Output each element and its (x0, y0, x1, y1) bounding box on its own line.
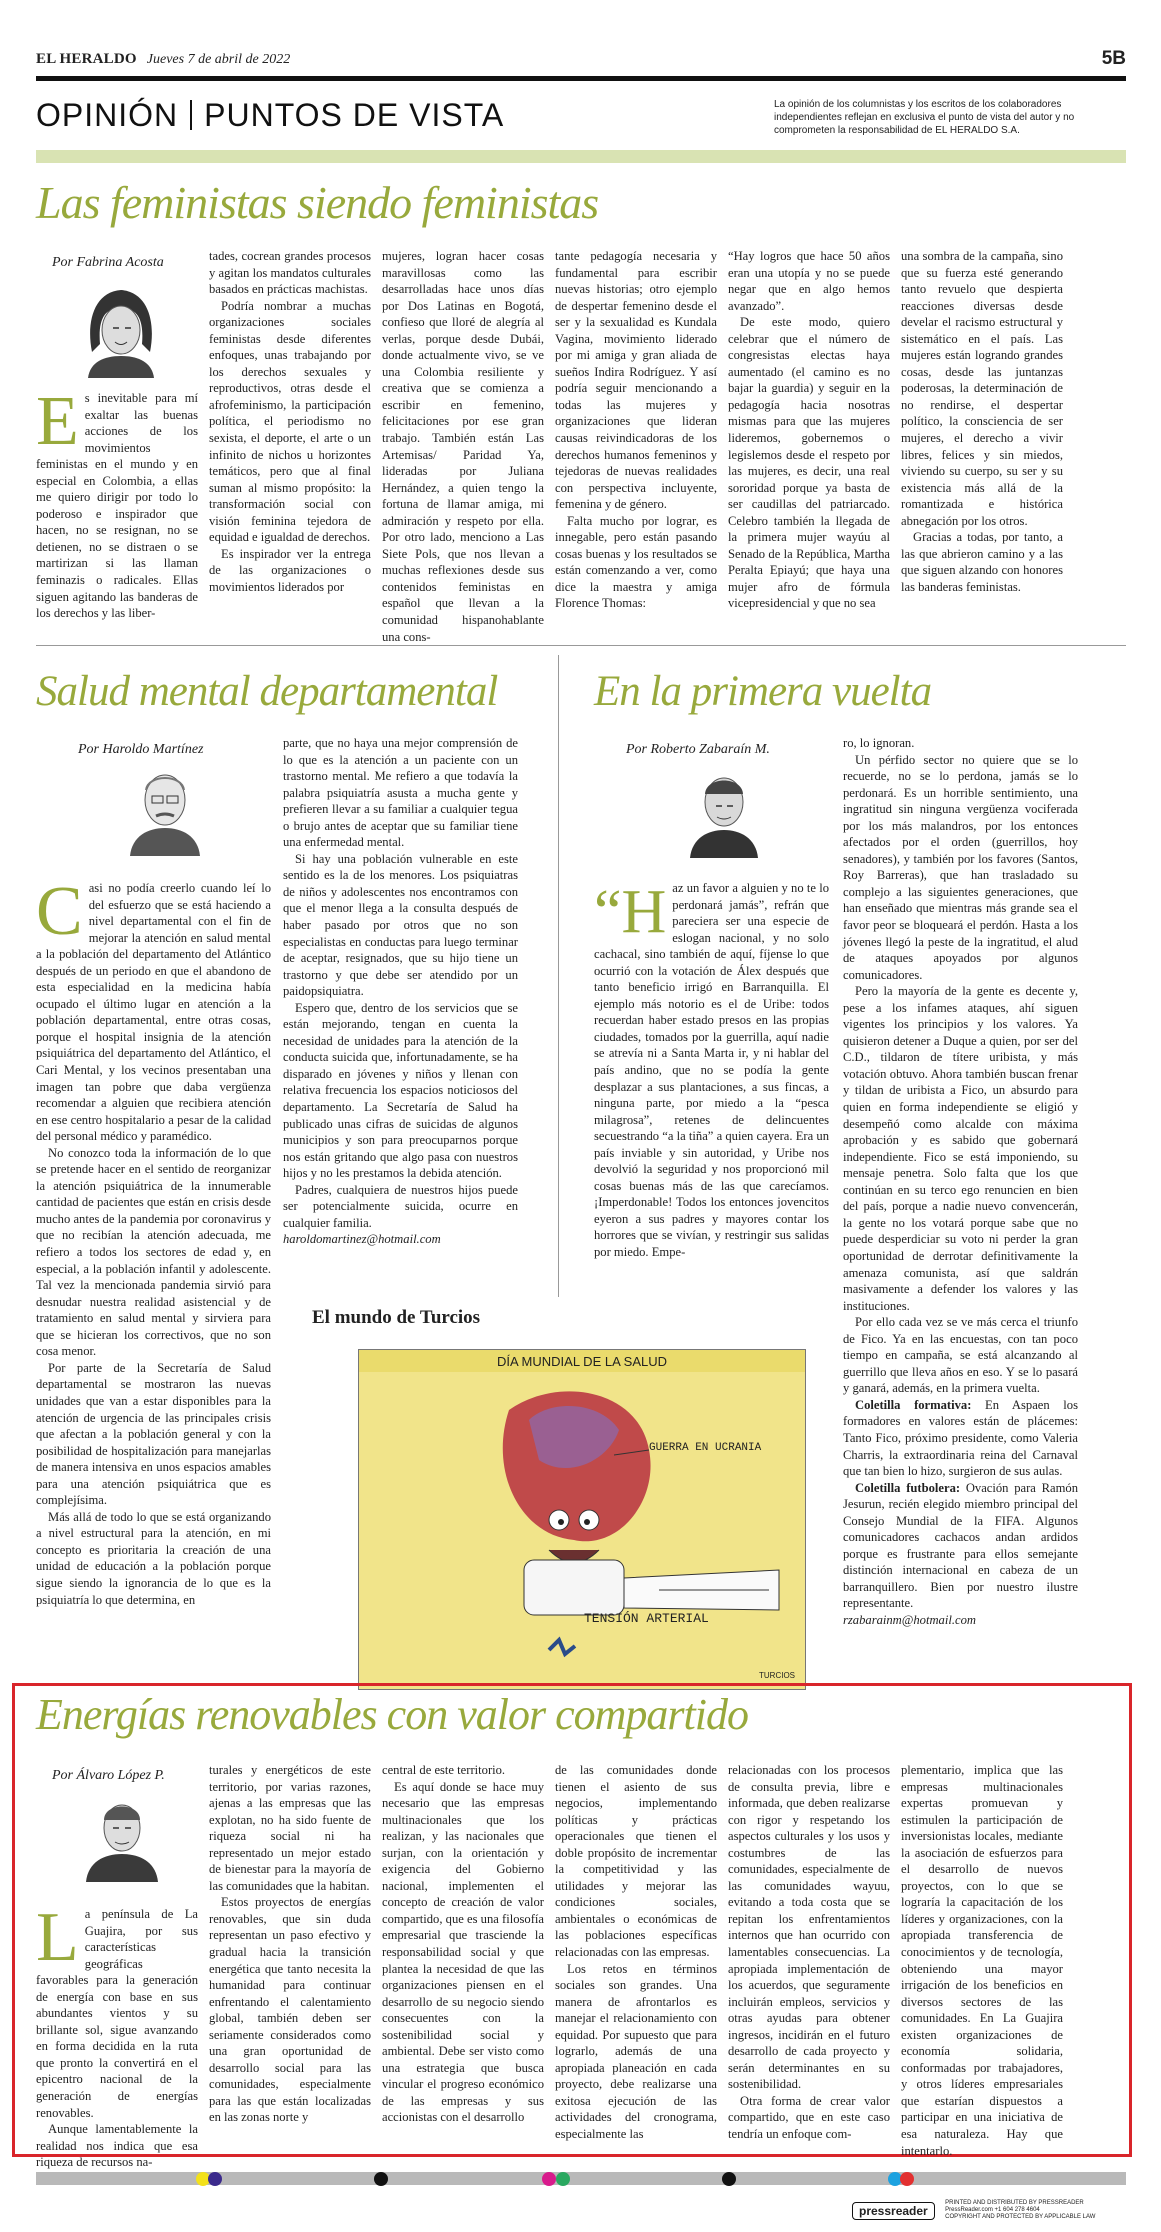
article4-col1 (36, 1899, 198, 2170)
article1-byline: Por Fabrina Acosta (52, 255, 164, 270)
cartoon-title: DÍA MUNDIAL DE LA SALUD (496, 1354, 668, 1369)
pressreader-info (945, 2200, 1095, 2221)
section-right: PUNTOS DE VISTA (204, 97, 505, 133)
author-portrait-acosta (78, 282, 164, 378)
cartoon-label-war: GUERRA EN UCRANIA (649, 1442, 762, 1454)
coletilla-text: Ovación para Ramón Jesurun, recién elegido miembro principal del Consejo Mundial de la FIFA. Algunos comunicadores cachacos andan ardidos porque es frustrante para ellos semejante distinción internacional en cabeza de un barranquillero. Bien por nuestro ilustre representante. (843, 1480, 1078, 1611)
paragraph: mujeres, logran hacer cosas maravillosas como las desarrolladas hace unos días por Dos Latinas en Bogotá, confieso que lloré de alegría al verlas, porque desde Dubái, donde actualmente vivo, se ve una Colombia resiliente y creativa que se comienza a escribir en femenino, felicitaciones por ese gran trabajo. También están Las Artemisas/ Paridad Ya, lideradas por Juliana Hernández, a quien tengo la fortuna de llamar amiga, mi admiración y respeto por ella. Por otro lado, menciono a Las Siete Pols, que nos llevan a muchas reflexiones desde sus contenidos feministas en español que llevan a la comunidad hispanohablante una cons- (382, 249, 544, 644)
masthead-rule (36, 76, 1126, 81)
article3-headline: En la primera vuelta (594, 668, 932, 715)
paragraph: una sombra de la campaña, sino que su fuerza esté generando tanto revuelo que despierta reacciones diversas desde develar el racismo estructural y sistemático en el país. Las mujeres están logrando grandes cosas, desde las juntanzas poderosas, la determinación de no rendirse, el despertar político, la consciencia de ser mujeres, el derecho a vivir libres, felices y sin miedos, viviendo su cuerpo, su ser y su existencia más allá de la romantizada e histórica abnegación por los otros. (901, 249, 1063, 528)
paragraph: Podría nombrar a muchas organizaciones sociales feministas desde diferentes enfoques, unas trabajando por los derechos sexuales y reproductivos, otras desde el afrofeminismo, la participación política, el periodismo no sexista, el deporte, el arte o un infinito de nichos u horizontes temáticos, pero que al final suman al mismo propósito: la transformación social con visión feminina tejedora de equidad e igualdad de derechos. (209, 298, 371, 545)
paragraph: Es aquí donde se hace muy necesario que las empresas multinacionales que los realizan, y las nacionales que surjan, con la orientación y exigencia del Gobierno nacional, implementen el concepto de creación de valor compartido, que es una filosofía empresarial que trasciende la responsabilidad social y que plantea la necesidad de que las organizaciones piensen en el desarrollo de su negocio siendo consecuentes con la sostenibilidad social y ambiental. Debe ser visto como una estrategia que busca vincular el progreso económico de las empresas y sus accionistas con el desarrollo (382, 1779, 544, 2125)
paragraph: tades, cocrean grandes procesos y agitan los mandatos culturales basados en prácticas machistas. (209, 249, 371, 297)
registration-dot-black (374, 2172, 388, 2186)
cartoon-label-pressure: TENSIÓN ARTERIAL (584, 1611, 709, 1626)
disclaimer: La opinión de los columnistas y los escritos de los colaboradores independientes reflejan en exclusiva el punto de vista del autor y no comprometen la responsabilidad de EL HERALDO S.A. (774, 99, 1075, 136)
registration-dot-red (900, 2172, 914, 2186)
coletilla-label: Coletilla formativa: (855, 1397, 972, 1412)
paragraph: Falta mucho por lograr, es innegable, pero están pasando cosas buenas y los resultados se están comenzando a ver, como dice la maestra y amiga Florence Thomas: (555, 513, 717, 611)
paragraph: Por parte de la Secretaría de Salud departamental se mostraron las nuevas unidades que van a estar disponibles para la atención de urgencia de las principales crisis que afectan a la población general y con la posibilidad de hospitalización para manejarlas de manera intensiva en unos espacios amables para una atención psiquiátrica que es complejísima. (36, 1360, 271, 1508)
paragraph: a península de La Guajira, por sus características geográficas favorables para la generación de energía con base en sus abundantes vientos y su brillante sol, sigue avanzando en forma decidida en la ruta que pronto la convertirá en el epicentro nacional de la generación de energías renovables. (36, 1907, 198, 2120)
article1-dropcap: E (36, 383, 79, 460)
coletilla-formativa (843, 1397, 1078, 1480)
article4-col5 (728, 1762, 890, 2149)
coletilla-text: En Aspaen los formadores en valores están de plácemes: Tanto Fico, próximo presidente, como Valeria Charris, la extraordinaria reina del Carnaval que tan bien lo hizo, surgieron de sus aulas. (843, 1397, 1078, 1479)
paragraph: Es inspirador ver la entrega de las organizaciones o movimientos liderados por (209, 546, 371, 594)
paragraph: relacionadas con los procesos de consulta previa, libre e informada, que deben realizarse con rigor y respetando los aspectos culturales y los usos y costumbres de las comunidades, especialmente de las comunidades wayuu, evitando a toda costa que se repitan los enfrentamientos internos que han ocurrido con lamentables consecuencias. La apropiada implementación de los acuerdos, que seguramente incluirán empleos, servicios y otras ayudas para obtener ingresos, incidirán en el futuro desarrollo de cada proyecto y serán determinantes en su sostenibilidad. (728, 1763, 890, 2092)
paragraph: de las comunidades donde tienen el asiento de sus negocios, implementando políticas y prácticas operacionales que tienen el doble propósito de incrementar la competitividad y las utilidades y mejorar las condiciones sociales, ambientales o económicas de las poblaciones específicas relacionadas con las empresas. (555, 1763, 717, 1960)
pressreader-line: PRINTED AND DISTRIBUTED BY PRESSREADER (945, 2200, 1084, 2206)
paragraph: Gracias a todas, por tanto, a las que abrieron camino y a las que siguen alzando con honores las banderas feministas. (901, 530, 1063, 594)
article1-col3 (382, 248, 544, 644)
article1-col2 (209, 248, 371, 628)
paragraph: Otra forma de crear valor compartido, que en este caso tendría un enfoque com- (728, 2093, 890, 2142)
article4-byline: Por Álvaro López P. (52, 1768, 165, 1783)
article2-dropcap: C (36, 873, 83, 950)
paragraph: “Hay logros que hace 50 años eran una utopía y no se puede negar que en algo hemos avanzado”. (728, 249, 890, 313)
article4-headline: Energías renovables con valor compartido (36, 1690, 748, 1739)
paragraph: De este modo, quiero celebrar que el número de congresistas electas haya aumentado (el camino es no bajar la guardia) y seguir en la pedagogía hacia nosotras mismas para que las mujeres lideremos, gobernemos o legislemos desde el respeto por las mujeres, es decir, una real sororidad porque ya basta de ser caudillas del patriarcado. Celebro también la llegada de la primera mujer wayúu al Senado de la República, Martha Peralta Epiayú; que haya una mujer afro de fórmula vicepresidencial y que no sea (728, 315, 890, 611)
paragraph: Espero que, dentro de los servicios que se están mejorando, tengan en cuenta la necesidad de unidades para la atención de la conducta suicida que, infortunadamente, se ha disparado en jóvenes y niños y llenan con relativa frecuencia los espacios noticiosos del departamento. La Secretaría de Salud ha publicado unas cifras de suicidas de algunos municipios y son para preocuparnos porque nos están gritando que algo pasa con nuestros hijos y no les prestamos la debida atención. (283, 1000, 518, 1181)
article3-byline: Por Roberto Zabaraín M. (626, 742, 770, 757)
pressreader-badge[interactable] (852, 2200, 1095, 2221)
cartoon-signature: TURCIOS (759, 1671, 795, 1680)
paper-name: EL HERALDO (36, 51, 137, 67)
article3-col1 (594, 880, 829, 1278)
article1-col1 (36, 383, 198, 628)
author-portrait-martinez (124, 760, 206, 856)
paragraph: az un favor a alguien y no te lo perdonará jamás”, refrán que pareciera ser una especie de eslogan nacional, y no solo cachacal, sino también de aquí, fíjense lo que ocurrió con la votación de Álex después que tanto beneficio irrigó en Barranquilla. El ejemplo más notorio es el de Uribe: todos recuerdan haber estado presos en las propias ciudades, tomados por la guerrilla, aquí nadie se atrevía ni a Santa Marta ir, y ni hablar del país andino, que no se podía la gente desplazar a sus plantaciones, a sus fincas, a ninguna parte, por miedo a la “pesca milagrosa”, retenes de delincuentes secuestrando “a la tiña” a quien cayera. Era un país inviable y sin autoridad, y Uribe nos devolvió la seguridad y nos proporcionó mil cosas buenas más de las que carecíamos. ¡Imperdonable! Todos los entonces jovencitos eyeron a sus padres y mayores contar los horrores que se vivían, y restringir sus salidas por miedo. Empe- (594, 881, 829, 1260)
article1-col5 (728, 248, 890, 628)
paragraph: Un pérfido sector no quiere que se lo recuerde, no se lo perdona, jamás se lo perdonará. Es un horrible sentimiento, una ingratitud sin ninguna vergüenza vociferada por los más malandros, por los entonces afectados por el orden (guerrillos, hoy senadores), y también por los favores (Santos, Roy Barreras), que han trasladado su complejo a las siguientes generaciones, que han enseñado que mientras más grande sea el favor peor se bloqueará el perdón. Hasta a los jóvenes llegó la peste de la ingratitud, el alud de ataques apoyados por algunos comunicadores. (843, 752, 1078, 982)
article1-headline: Las feministas siendo feministas (36, 177, 599, 228)
article1-col4 (555, 248, 717, 628)
editorial-cartoon (358, 1349, 806, 1690)
header-band (36, 150, 1126, 163)
paragraph: No conozco toda la información de lo que se pretende hacer en el sentido de reorganizar la atención psiquiátrica de la innumerable cantidad de pacientes que están en crisis desde mucho antes de la pandemia por coronavirus y que no recibían la atención adecuada, me refiero a todos los sectores de edad y, en especial, a la población infantil y adolescente. Tal vez la mencionada pandemia sirvió para desnudar nuestra realidad asistencial y de tratamiento en salud mental y sirviera para que se hicieran los correctivos, que no son cosa menor. (36, 1145, 271, 1359)
masthead (36, 50, 1126, 72)
paragraph: plementario, implica que las empresas multinacionales expertas promuevan y estimulen la participación de inversionistas locales, mediante la asociación de esfuerzos para el desarrollo de nuevos proyectos, con lo que se lograría la capacitación de los líderes y organizaciones, con la apropiada transferencia de conocimientos y de tecnología, obteniendo una mayor irrigación de los beneficios en diversos sectores de las comunidades. En La Guajira existen organizaciones de economía solidaria, conformadas por trabajadores, y otros líderes empresariales que estarían dispuestos a participar en una iniciativa de esa naturaleza. Hay que intentarlo. (901, 1763, 1063, 2158)
author-email: haroldomartinez@hotmail.com (283, 1232, 441, 1247)
coletilla-futbolera (843, 1480, 1078, 1612)
article1-col6 (901, 248, 1063, 628)
paragraph: Pero la mayoría de la gente es decente y, pese a los infames ataques, ahí siguen vigentes los principios y los valores. Ya quisieron detener a Duque a quien, por ser del C.D., tildaron de títere uribista, y más votación obtuvo. Ahora también buscan frenar y tildan de uribista a Fico, un absurdo para quien en forma independiente se eligió y desempeñó como alcalde con máxima aprobación y es sabido que gobernará independiente. Fico se está imponiendo, su mensaje penetra. Solo falta que los que continúan en su terco ego renuncien en bien del país, porque a nadie nuevo convencerán, la gente no los votará porque sabe que no puede desperdiciar su voto ni perder la gran oportunidad de derrotar definitivamente la amenaza comunista, así que saldrán masivamente a defender los valores y las instituciones. (843, 984, 1078, 1313)
section-title (36, 97, 504, 134)
article3-dropcap: “H (594, 878, 667, 946)
paragraph: Si hay una población vulnerable en este sentido es la de los menores. Los psiquiatras de niños y adolescentes nos encontramos con que el menor llega a la consulta después de haber pasado por otros que no son especialistas en conductas para luego terminar de aceptar, resignados, que su hijo tiene un trastorno y que debe ser atendido por un paidopsiquiatra. (283, 851, 518, 999)
section-divider (190, 100, 192, 130)
paragraph: Por ello cada vez se ve más cerca el triunfo de Fico. Ya en las encuestas, con tan poco tiempo en campaña, se está alcanzando al guerrillo que lleva años en eso. Y se lo pasará y ganará, además, en la primera vuelta. (843, 1315, 1078, 1396)
article2-col2 (283, 735, 518, 1275)
article4-dropcap: L (36, 1899, 79, 1976)
paragraph: Estos proyectos de energías renovables, que sin duda representan un paso efectivo y gradual hacia la transición energética que tanto necesita la humanidad para continuar enfrentando el calentamiento global, también deben ser seriamente considerados como una gran oportunidad de desarrollo social para las comunidades, especialmente para las que están localizadas en las zonas norte y (209, 1895, 371, 2125)
column-divider (558, 655, 559, 1297)
pressreader-logo: pressreader (852, 2202, 935, 2220)
pressreader-line: PressReader.com +1 604 278 4604 (945, 2207, 1040, 2213)
cartoon-section-title: El mundo de Turcios (312, 1307, 481, 1328)
pressreader-line: COPYRIGHT AND PROTECTED BY APPLICABLE LAW (945, 2214, 1096, 2220)
article3-col2 (843, 735, 1078, 1659)
coletilla-label: Coletilla futbolera: (855, 1480, 961, 1495)
article4-col6 (901, 1762, 1063, 2158)
paragraph: Padres, cualquiera de nuestros hijos puede ser potencialmente suicida, ocurre en cualquier familia. (283, 1182, 518, 1230)
issue-date: Jueves 7 de abril de 2022 (146, 52, 291, 67)
article4-col3 (382, 1762, 544, 2149)
paragraph: parte, que no haya una mejor comprensión de lo que es la atención a un paciente con un trastorno mental. Me refiero a que todavía la palabra psiquiatría asusta a mucha gente y prefieren llevar a su familiar a cualquier tegua o brujo antes de aceptar que su familiar tiene una enfermedad mental. (283, 736, 518, 850)
paragraph: s inevitable para mí exaltar las buenas acciones de los movimientos feministas en el mundo y en especial en Colombia, a ellas me quiero dirigir por todo lo poderoso e inspirador que hacen, no se resignan, no se detienen, no se distraen o se martirizan si las llaman feminazis o radicales. Ellas siguen agitando las banderas de los derechos y las liber- (36, 391, 198, 621)
paragraph: asi no podía creerlo cuando leí lo del esfuerzo que se está haciendo a nivel departamental con el fin de mejorar la atención en salud mental a la población del departamento del Atlántico después de un periodo en que el abandono de esta especialidad en la medicina había ocupado el último lugar en atención a la población departamental, entre otras cosas, porque el hospital insignia de la atención psiquiátrica del departamento del Atlántico, el Cari Mental, y los vecinos presentaban una imagen tan pobre que daba vergüenza recomendar a alguien que recibiera atención en ese centro hospitalario a pesar de la calidad del personal médico y paramédico. (36, 881, 271, 1144)
author-portrait-zabarain (686, 762, 762, 858)
article2-headline: Salud mental departamental (36, 668, 498, 715)
article4-col4 (555, 1762, 717, 2149)
article-divider (36, 645, 1126, 646)
author-portrait-lopez (82, 1790, 162, 1882)
paragraph: tante pedagogía necesaria y fundamental para escribir nuevas historias; otro ejemplo de despertar femenino desde el ser y la sexualidad es Kundala Vagina, movimiento liderado por mi amiga y gran aliada de sueños Indira Rodríguez. Y así podría seguir mencionando a todas las mujeres y organizaciones que lideran causas reivindicadoras de los derechos humanos femeninos y tejedoras de nuevas realidades con perspectiva incluyente, femenina y de género. (555, 249, 717, 512)
registration-dot-magenta (542, 2172, 556, 2186)
paragraph: central de este territorio. (382, 1763, 506, 1777)
article2-byline: Por Haroldo Martínez (78, 742, 204, 757)
paragraph: Los retos en términos sociales son grandes. Una manera de afrontarlos es manejar el relacionamiento con equidad. Por supuesto que para lograrlo, además de una apropiada planeación en cada proyecto, debe realizarse una exitosa ejecución de las actividades del cronograma, especialmente las (555, 1961, 717, 2142)
registration-dot-black (722, 2172, 736, 2186)
page-number: 5B (1101, 48, 1126, 69)
paragraph: ro, lo ignoran. (843, 736, 915, 750)
paragraph: Más allá de todo lo que se está organizando a nivel estructural para la atención, en mi concepto es prioritaria la creación de una unidad de educación a la población porque sigue siendo la ignorancia de lo que es la psiquiatría lo que determina, en (36, 1509, 271, 1607)
article4-col2 (209, 1762, 371, 2149)
registration-dot-green (556, 2172, 570, 2186)
paragraph: turales y energéticos de este territorio, por varias razones, ajenas a las empresas que las explotan, no ha sido fuente de riqueza social ni ha representado un mejor estado de bienestar para la mayoría de las comunidades que la habitan. (209, 1763, 371, 1893)
author-email: rzabarainm@hotmail.com (843, 1612, 976, 1627)
paragraph: Aunque lamentablemente la realidad nos indica que esa riqueza de recursos na- (36, 2122, 198, 2170)
section-left: OPINIÓN (36, 97, 179, 133)
registration-dot-blue (208, 2172, 222, 2186)
